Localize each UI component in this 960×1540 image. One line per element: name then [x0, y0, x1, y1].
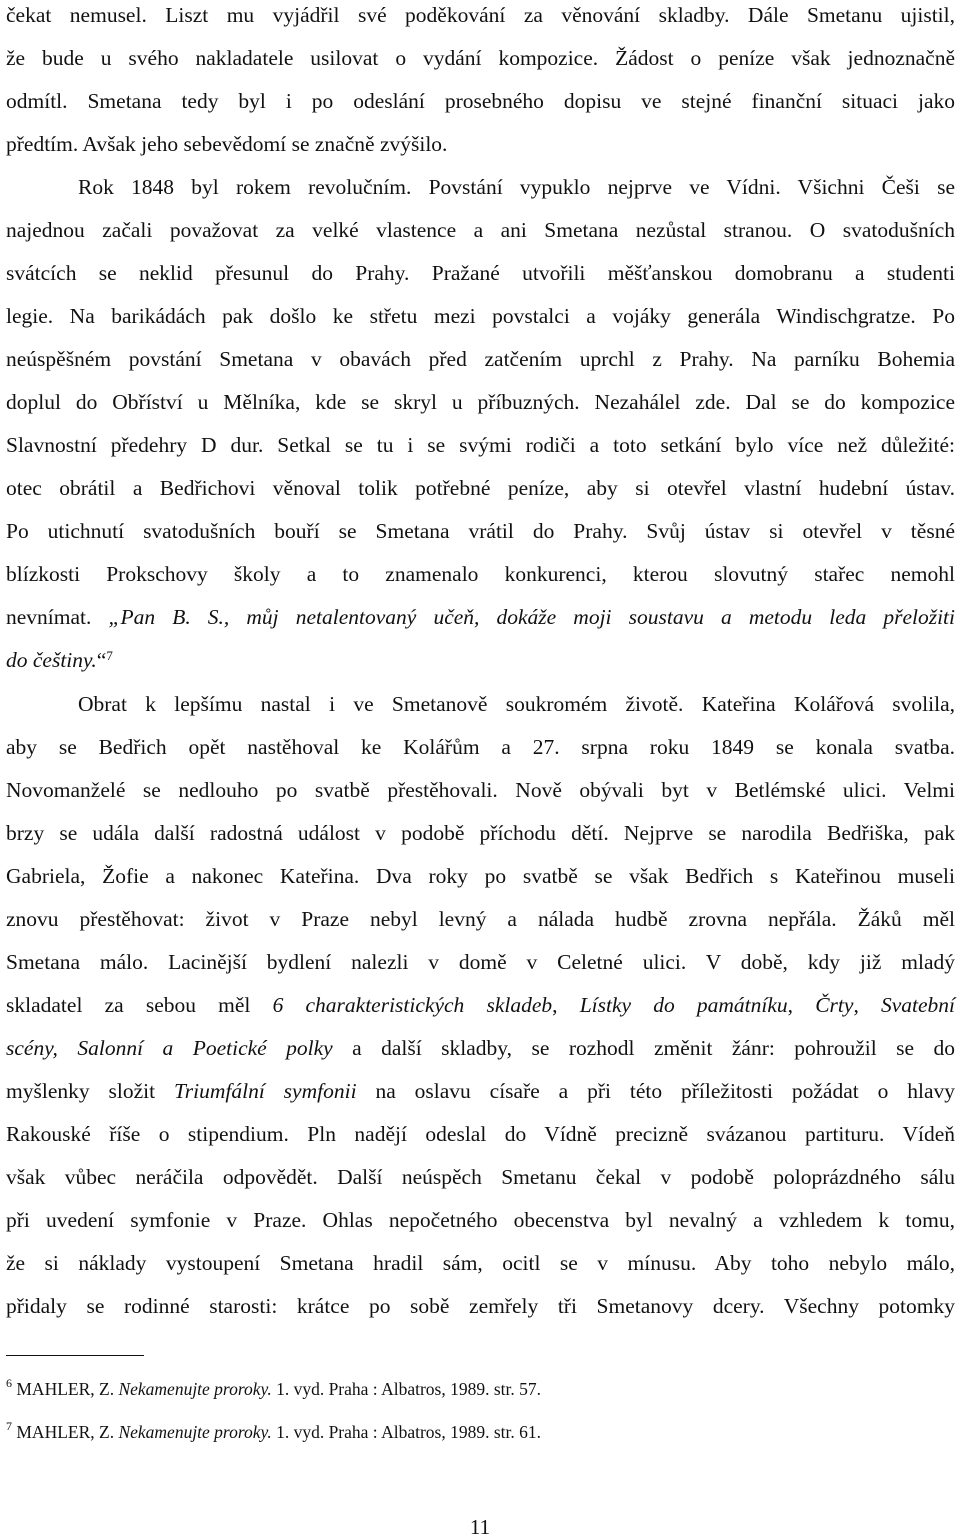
quote-line [6, 602, 955, 632]
body-line: přidaly se rodinné starosti: krátce po sobě zemřely tři Smetanovy dcery. Všechny potomky [6, 1294, 955, 1318]
body-line: Rakouské říše o stipendium. Pln nadějí odeslal do Vídně precizně svázanou partituru. Vídeň [6, 1122, 955, 1146]
body-line: blízkosti Prokschovy školy a to znamenalo konkurenci, kterou slovutný stařec nemohl [6, 562, 955, 586]
body-line: Slavnostní předehry D dur. Setkal se tu i se svými rodiči a toto setkání bylo více než důležité: [6, 433, 955, 457]
body-text: myšlenky složit [6, 1079, 174, 1103]
footnote [6, 1420, 541, 1444]
footnote-title: Nekamenujte proroky. [118, 1379, 272, 1399]
body-line: najednou začali považovat za velké vlastence a ani Smetana nezůstal stranou. O svatodušních [6, 218, 955, 242]
body-text: a další skladby, se rozhodl změnit žánr: pohroužil se do [332, 1036, 955, 1060]
body-line: brzy se udála další radostná událost v podobě příchodu dětí. Nejprve se narodila Bedřiška, pak [6, 821, 955, 845]
separator: , [787, 993, 816, 1017]
body-line: Smetana málo. Lacinější bydlení nalezli v domě v Celetné ulici. V době, kdy již mladý [6, 950, 955, 974]
body-line: Rok 1848 byl rokem revolučním. Povstání vypuklo nejprve ve Vídni. Všichni Češi se [78, 175, 955, 199]
body-line: legie. Na barikádách pak došlo ke střetu mezi povstalci a vojáky generála Windischgratze. Po [6, 304, 955, 328]
body-text: skladatel za sebou měl [6, 993, 273, 1017]
work-title: Črty [815, 993, 854, 1017]
body-line: při uvedení symfonie v Praze. Ohlas nepočetného obecenstva byl nevalný a vzhledem k tomu, [6, 1208, 955, 1232]
quote-text: „Pan B. S., můj netalentovaný učeň, dokáže moji soustavu a metodu leda přeložiti [108, 605, 956, 629]
footnote [6, 1377, 541, 1401]
footnote-author: MAHLER, Z. [16, 1379, 119, 1399]
quote-text: do češtiny. [6, 648, 97, 672]
footnote-number: 7 [6, 1419, 12, 1433]
body-line: Novomanželé se nedlouho po svatbě přestěhovali. Nově obývali byt v Betlémské ulici. Velmi [6, 778, 955, 802]
footnote-number: 6 [6, 1376, 12, 1390]
body-line [6, 1076, 955, 1106]
body-line: však vůbec neráčila odpovědět. Další neúspěch Smetanu čekal v podobě poloprázdného sálu [6, 1165, 955, 1189]
body-line: doplul do Obříství u Mělníka, kde se skryl u příbuzných. Nezahálel zde. Dal se do kompozice [6, 390, 955, 414]
footnote-divider [6, 1355, 144, 1356]
work-title: Lístky do památníku [579, 993, 788, 1017]
separator: , [552, 993, 580, 1017]
footnote-author: MAHLER, Z. [16, 1422, 119, 1442]
work-title: Svatební [880, 993, 956, 1017]
footnote-ref: 7 [106, 648, 113, 663]
body-text: nevnímat. [6, 605, 92, 629]
body-line: znovu přestěhovat: život v Praze nebyl levný a nálada hudbě zrovna nepřála. Žáků měl [6, 907, 955, 931]
work-title: 6 charakteristických skladeb [272, 993, 553, 1017]
body-line: čekat nemusel. Liszt mu vyjádřil své poděkování za věnování skladby. Dále Smetanu ujistil, [6, 3, 955, 27]
body-line: odmítl. Smetana tedy byl i po odeslání prosebného dopisu ve stejné finanční situaci jako [6, 89, 955, 113]
work-title: Triumfální symfonii [173, 1079, 357, 1103]
body-line: předtím. Avšak jeho sebevědomí se značně zvýšilo. [6, 132, 448, 156]
quote-line [6, 645, 955, 675]
body-line: neúspěšném povstání Smetana v obavách před zatčením uprchl z Prahy. Na parníku Bohemia [6, 347, 955, 371]
page-number: 11 [469, 1515, 491, 1539]
body-text: na oslavu císaře a při této příležitosti požádat o hlavy [356, 1079, 956, 1103]
body-line: Obrat k lepšímu nastal i ve Smetanově soukromém životě. Kateřina Kolářová svolila, [78, 692, 955, 716]
separator: , [853, 993, 881, 1017]
body-line: aby se Bedřich opět nastěhoval ke Kolářům a 27. srpna roku 1849 se konala svatba. [6, 735, 955, 759]
body-line: otec obrátil a Bedřichovi věnoval tolik potřebné peníze, aby si otevřel vlastní hudební ústav. [6, 476, 955, 500]
body-line: že si náklady vystoupení Smetana hradil sám, ocitl se v mínusu. Aby toho nebylo málo, [6, 1251, 955, 1275]
footnote-details: 1. vyd. Praha : Albatros, 1989. str. 61. [271, 1422, 541, 1442]
body-line [6, 1033, 955, 1063]
body-line: Po utichnutí svatodušních bouří se Smetana vrátil do Prahy. Svůj ústav si otevřel v těsné [6, 519, 955, 543]
body-line: svátcích se neklid přesunul do Prahy. Pražané utvořili měšťanskou domobranu a studenti [6, 261, 955, 285]
footnote-details: 1. vyd. Praha : Albatros, 1989. str. 57. [271, 1379, 541, 1399]
footnote-title: Nekamenujte proroky. [118, 1422, 272, 1442]
body-line: že bude u svého nakladatele usilovat o vydání kompozice. Žádost o peníze však jednoznačně [6, 46, 955, 70]
body-line [6, 990, 955, 1020]
quote-close: “ [96, 648, 107, 672]
body-line: Gabriela, Žofie a nakonec Kateřina. Dva roky po svatbě se však Bedřich s Kateřinou museli [6, 864, 955, 888]
work-title: scény, Salonní a Poetické polky [6, 1036, 333, 1060]
